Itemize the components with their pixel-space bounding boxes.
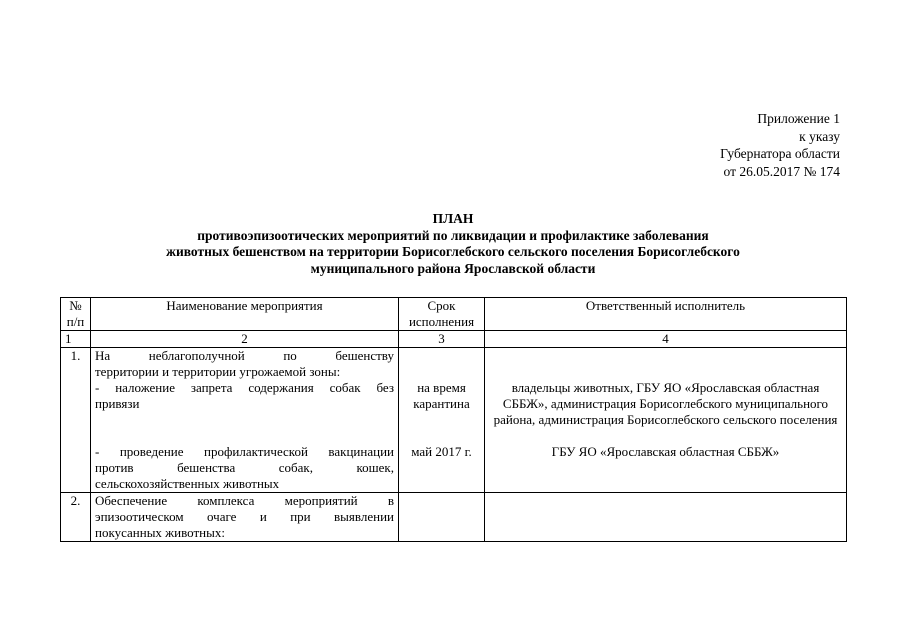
appendix-header <box>720 110 840 180</box>
row-term-cell <box>399 493 485 542</box>
row1-item2-term: май 2017 г. <box>411 444 472 459</box>
row1-item1-line-1: - наложение запрета содержания собак без <box>95 380 394 395</box>
row-num: 2. <box>61 493 91 542</box>
appendix-line-4: от 26.05.2017 № 174 <box>723 163 840 179</box>
table-header-row <box>61 298 847 331</box>
row1-item2-line-2: против бешенства собак, кошек, <box>95 460 394 475</box>
title-line-3: животных бешенством на территории Борисоглебского сельского поселения Борисоглебского <box>166 244 740 259</box>
row-num: 1. <box>61 348 91 493</box>
row1-item1-resp: владельцы животных, ГБУ ЯО «Ярославская областная СББЖ», администрация Борисоглебского муниципального района, администрация Борисоглебского сельского поселения <box>493 380 838 427</box>
row1-item2-line-3: сельскохозяйственных животных <box>95 476 280 491</box>
row-name-cell <box>91 348 399 493</box>
header-term: Срок исполнения <box>399 298 485 331</box>
plan-table <box>60 297 847 542</box>
row-resp-cell <box>485 348 847 493</box>
title-line-1: ПЛАН <box>432 211 474 226</box>
row-term-cell <box>399 348 485 493</box>
col-number-2: 2 <box>91 331 399 348</box>
row1-item1-term: на время карантина <box>413 380 470 411</box>
row2-line-1: Обеспечение комплекса мероприятий в <box>95 493 394 508</box>
row1-resp-spacer <box>489 348 842 380</box>
row-name-cell <box>91 493 399 542</box>
col-number-4: 4 <box>485 331 847 348</box>
column-number-row <box>61 331 847 348</box>
appendix-line-3: Губернатора области <box>720 146 840 161</box>
title-line-4: муниципального района Ярославской области <box>310 260 596 276</box>
row1-spacer <box>95 412 394 444</box>
appendix-line-2: к указу <box>799 128 840 144</box>
row1-intro-line-1: На неблагополучной по бешенству <box>95 348 394 363</box>
row1-intro-line-2: территории и территории угрожаемой зоны: <box>95 364 341 379</box>
row2-line-2: эпизоотическом очаге и при выявлении <box>95 509 394 524</box>
col-number-1: 1 <box>61 331 91 348</box>
title-line-2: противоэпизоотических мероприятий по ликвидации и профилактике заболевания <box>197 227 709 243</box>
header-resp: Ответственный исполнитель <box>485 298 847 331</box>
row1-term-spacer <box>403 348 480 380</box>
row1-item1-line-2: привязи <box>95 396 140 411</box>
table-row <box>61 493 847 542</box>
header-num: № п/п <box>61 298 91 331</box>
row1-item2-resp: ГБУ ЯО «Ярославская областная СББЖ» <box>551 444 780 459</box>
document-title <box>60 211 846 277</box>
col-number-3: 3 <box>399 331 485 348</box>
header-name: Наименование мероприятия <box>91 298 399 331</box>
appendix-line-1: Приложение 1 <box>757 111 840 126</box>
row-resp-cell <box>485 493 847 542</box>
table-row <box>61 348 847 493</box>
row2-line-3: покусанных животных: <box>95 525 225 540</box>
row1-item2-line-1: - проведение профилактической вакцинации <box>95 444 394 459</box>
